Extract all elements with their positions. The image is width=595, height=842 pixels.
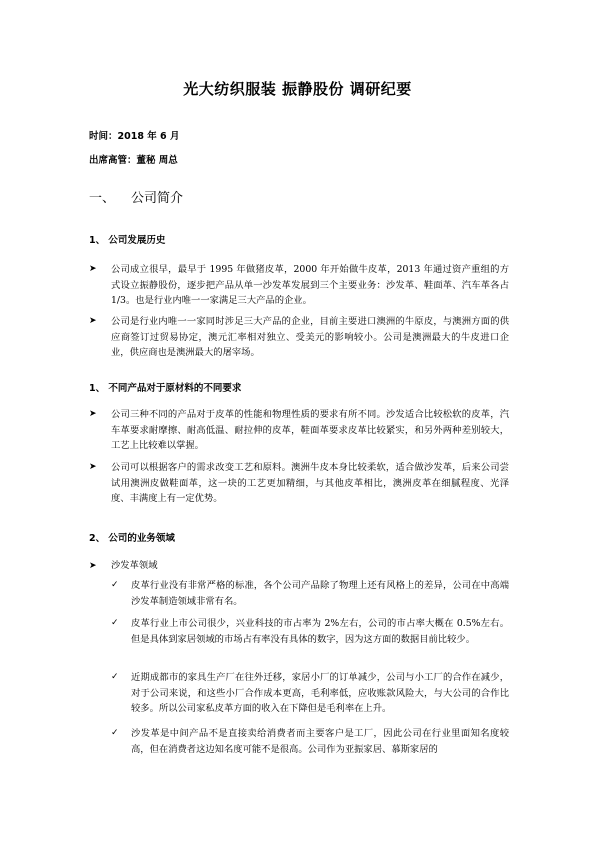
- check-list-item: ✓ 沙发革是中间产品不是直接卖给消费者而主要客户是工厂，因此公司在行业里面知名度较高，但在消费者这边知名度可能不是很高。公司作为亚振家居、慕斯家居的: [111, 728, 509, 755]
- arrow-bullet-icon: ➤: [89, 561, 97, 571]
- sub-list-item: ➤ 沙发革领域: [89, 560, 158, 571]
- checkmark-icon: ✓: [111, 672, 119, 682]
- arrow-bullet-icon: ➤: [89, 462, 97, 472]
- list-item: ➤ 公司是行业内唯一一家同时涉足三大产品的企业，目前主要进口澳洲的牛原皮，与澳洲方面的供应商签订过贸易协定，澳元汇率相对独立、受美元的影响较小。公司是澳洲最大的牛皮进口企业，供应商也是澳洲最大的屠宰场。: [89, 316, 509, 358]
- list-item: ➤ 公司成立很早，最早于 1995 年做猪皮革，2000 年开始做牛皮革，2013 年通过资产重组的方式设立振静股份，逐步把产品从单一沙发革发展到三个主要业务：沙发革、鞋面革、汽车革各占 1/3。也是行业内唯一一家满足三大产品的企业。: [89, 264, 509, 306]
- check-list-item: ✓ 皮革行业上市公司很少，兴业科技的市占率为 2%左右，公司的市占率大概在 0.5%左右。但是具体到家居领域的市场占有率没有具体的数字，因为这方面的数据目前比较少。: [111, 618, 509, 645]
- check-list-item: ✓ 近期成都市的家具生产厂在往外迁移，家居小厂的订单减少，公司与小工厂的合作在减少，对于公司来说，和这些小厂合作成本更高，毛利率低，应收账款风险大，与大公司的合作比较多。所以公司家私皮革方面的收入在下降但是毛利率在上升。: [111, 672, 509, 714]
- section-heading-1: [89, 187, 183, 206]
- checkmark-icon: ✓: [111, 580, 119, 590]
- subsection-heading: 1、 公司发展历史: [89, 235, 166, 246]
- section-title: 公司简介: [131, 191, 184, 206]
- section-number: 一、: [89, 191, 116, 206]
- check-list-item: ✓ 皮革行业没有非常严格的标准，各个公司产品除了物理上还有风格上的差异，公司在中高端沙发革制造领域非常有名。: [111, 580, 509, 607]
- checkmark-icon: ✓: [111, 618, 119, 628]
- list-item: ➤ 公司三种不同的产品对于皮革的性能和物理性质的要求有所不同。沙发适合比较松软的皮革，汽车革要求耐摩擦、耐高低温、耐拉伸的皮革，鞋面革要求皮革比较紧实，和另外两种差别较大，工艺上比较难以掌握。: [89, 409, 509, 451]
- subsection-heading: 1、 不同产品对于原材料的不同要求: [89, 383, 242, 394]
- arrow-bullet-icon: ➤: [89, 264, 97, 274]
- arrow-bullet-icon: ➤: [89, 409, 97, 419]
- meta-attendees: 出席高管：董秘 周总: [89, 155, 178, 166]
- arrow-bullet-icon: ➤: [89, 316, 97, 326]
- meta-time: 时间：2018 年 6 月: [89, 131, 180, 142]
- list-item: ➤ 公司可以根据客户的需求改变工艺和原料。澳洲牛皮本身比较柔软，适合做沙发革，后来公司尝试用澳洲皮做鞋面革，这一块的工艺更加精细，与其他皮革相比，澳洲皮革在细腻程度、光泽度、丰满度上有一定优势。: [89, 462, 509, 504]
- checkmark-icon: ✓: [111, 728, 119, 738]
- subsection-heading: 2、 公司的业务领域: [89, 533, 175, 544]
- document-title: 光大纺织服装 振静股份 调研纪要: [183, 80, 412, 98]
